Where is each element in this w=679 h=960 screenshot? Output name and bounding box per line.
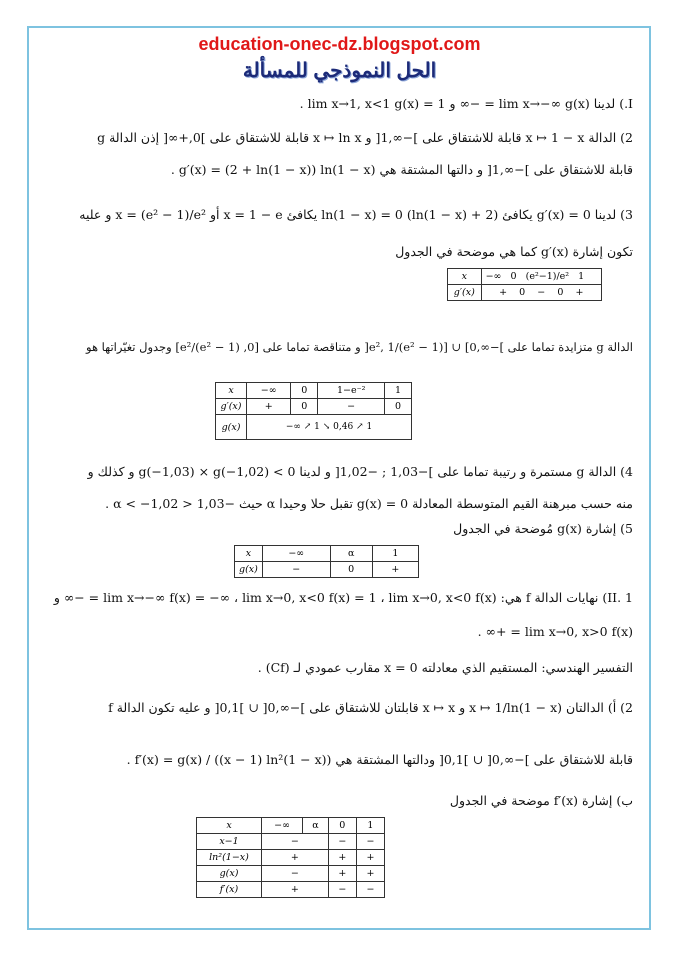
table-row (216, 399, 412, 415)
table-cell: 1 (356, 818, 384, 834)
table-row (197, 882, 385, 898)
part1-line8: منه حسب مبرهنة القيم المتوسطة المعادلة g(x) = 0 تقبل حلا وحيدا α حيث −1,03 < α < −1,02 . (105, 496, 633, 511)
table-cell: 0 (510, 271, 517, 282)
table-cell: −∞ ↗ 1 ↘ 0,46 ↗ 1 (247, 415, 412, 440)
table-row (448, 269, 602, 285)
table-cell: 0 (328, 818, 356, 834)
fprime-sign-table (196, 817, 385, 898)
part2-line1: II. 1) نهايات الدالة f هي: lim x→−∞ f(x) = −∞ ، lim x→0, x<0 f(x) = 1 ، lim x→0, x<0 f(x) = −∞ و (53, 590, 633, 605)
table-cell: 1 (366, 422, 373, 432)
table-cell: + (328, 866, 356, 882)
table-cell (481, 285, 601, 301)
table-cell: 1−e⁻² (318, 383, 385, 399)
table-cell: f′(x) (197, 882, 262, 898)
table-row (235, 562, 419, 578)
table-cell: + (328, 850, 356, 866)
table-row (197, 834, 385, 850)
table-cell: 0,46 (333, 422, 354, 432)
part1-line1: I.) لدينا lim x→−∞ g(x) = −∞ و lim x→1, x<1 g(x) = 1 . (299, 96, 633, 111)
table-cell: + (247, 399, 291, 415)
part1-line9: 5) إشارة g(x) مُوضحة في الجدول (453, 521, 633, 536)
table-cell: g′(x) (216, 399, 247, 415)
table-cell: + (499, 287, 508, 298)
part1-line5: تكون إشارة g′(x) كما هي موضحة في الجدول (395, 244, 633, 259)
table-cell: 0 (291, 399, 318, 415)
table-cell: g(x) (235, 562, 263, 578)
table-cell: 0 (557, 287, 564, 298)
table-row (197, 850, 385, 866)
table-cell: + (356, 850, 384, 866)
table-cell: + (262, 882, 329, 898)
table-cell: x (216, 383, 247, 399)
part2-line3: التفسير الهندسي: المستقيم الذي معادلته x = 0 مقارب عمودي لـ (Cf) . (257, 660, 633, 675)
table-cell: −∞ (262, 818, 303, 834)
table-cell: ln²(1−x) (197, 850, 262, 866)
table-row (216, 383, 412, 399)
table-cell: 0 (519, 287, 526, 298)
site-url: education-onec-dz.blogspot.com (198, 34, 481, 54)
page-heading: الحل النموذجي للمسألة (242, 60, 437, 82)
table-row (235, 546, 419, 562)
g-variation-table (215, 382, 412, 440)
table-cell: − (328, 834, 356, 850)
table-cell: g(x) (197, 866, 262, 882)
table-cell: − (537, 287, 546, 298)
table-cell: − (262, 834, 329, 850)
table-cell: − (318, 399, 385, 415)
table-cell: + (262, 850, 329, 866)
part2-line5: قابلة للاشتقاق على ]−∞,0[ ∪ ]0,1[ ودالتها المشتقة هي f′(x) = g(x) / ((x − 1) ln²(1 − x)) . (126, 752, 633, 767)
table-cell: − (262, 866, 329, 882)
table-cell: 0 (385, 399, 412, 415)
table-cell: (e²−1)/e² (525, 271, 570, 282)
table-cell: α (303, 818, 329, 834)
table-row (216, 415, 412, 440)
table-cell: x (197, 818, 262, 834)
table-row (448, 285, 602, 301)
part1-line6: الدالة g متزايدة تماما على ]−∞,0] ∪ [(e² − 1)/e², 1[ و متناقصة تماما على [0, (e² − 1)/e²] وجدول تغيّراتها هو (86, 340, 633, 354)
table-row (197, 818, 385, 834)
table-cell: −∞ (262, 546, 330, 562)
part2-line6: ب) إشارة f′(x) موضحة في الجدول (449, 793, 633, 808)
table-cell: x−1 (197, 834, 262, 850)
table-cell: + (575, 287, 584, 298)
table-cell: α (330, 546, 372, 562)
part1-line2: 2) الدالة x ↦ 1 − x قابلة للاشتقاق على ]−∞,1[ و x ↦ ln x قابلة للاشتقاق على ]0,+∞[ إذن الدالة g (97, 130, 633, 145)
table-cell (481, 269, 601, 285)
table-cell: x (448, 269, 482, 285)
table-cell: − (356, 834, 384, 850)
g-sign-table (234, 545, 419, 578)
table-cell: −∞ (285, 422, 301, 432)
table-cell: − (262, 562, 330, 578)
table-cell: −∞ (247, 383, 291, 399)
table-cell: x (235, 546, 263, 562)
part1-line4: 3) لدينا g′(x) = 0 يكافئ (2 + ln(1 − x)) ln(1 − x) = 0 يكافئ x = 1 − e أو x = (e² − 1)/e² و عليه (79, 207, 633, 222)
table-cell: 1 (578, 271, 585, 282)
table-cell: 1 (372, 546, 418, 562)
gprime-sign-table (447, 268, 602, 301)
table-cell: + (372, 562, 418, 578)
table-cell: − (356, 882, 384, 898)
table-cell: −∞ (485, 271, 502, 282)
part2-line2: lim x→0, x>0 f(x) = +∞ . (477, 624, 633, 639)
part1-line7: 4) الدالة g مستمرة و رتيبة تماما على ]−1,03 ; −1,02[ و لدينا g(−1,03) × g(−1,02) < 0 و كذلك و (87, 464, 633, 479)
table-cell: 1 (385, 383, 412, 399)
part1-line3: قابلة للاشتقاق على ]−∞,1[ و دالتها المشتقة هي g′(x) = (2 + ln(1 − x)) ln(1 − x) . (170, 162, 633, 177)
table-cell: + (356, 866, 384, 882)
table-cell: 1 (314, 422, 320, 432)
table-cell: g′(x) (448, 285, 482, 301)
table-cell: 0 (291, 383, 318, 399)
part2-line4: 2) أ) الدالتان x ↦ 1/ln(1 − x) و x ↦ x قابلتان للاشتقاق على ]−∞,0[ ∪ ]0,1[ و عليه تكون الدالة f (108, 700, 633, 715)
table-cell: 0 (330, 562, 372, 578)
table-row (197, 866, 385, 882)
table-cell: g(x) (216, 415, 247, 440)
table-cell: − (328, 882, 356, 898)
